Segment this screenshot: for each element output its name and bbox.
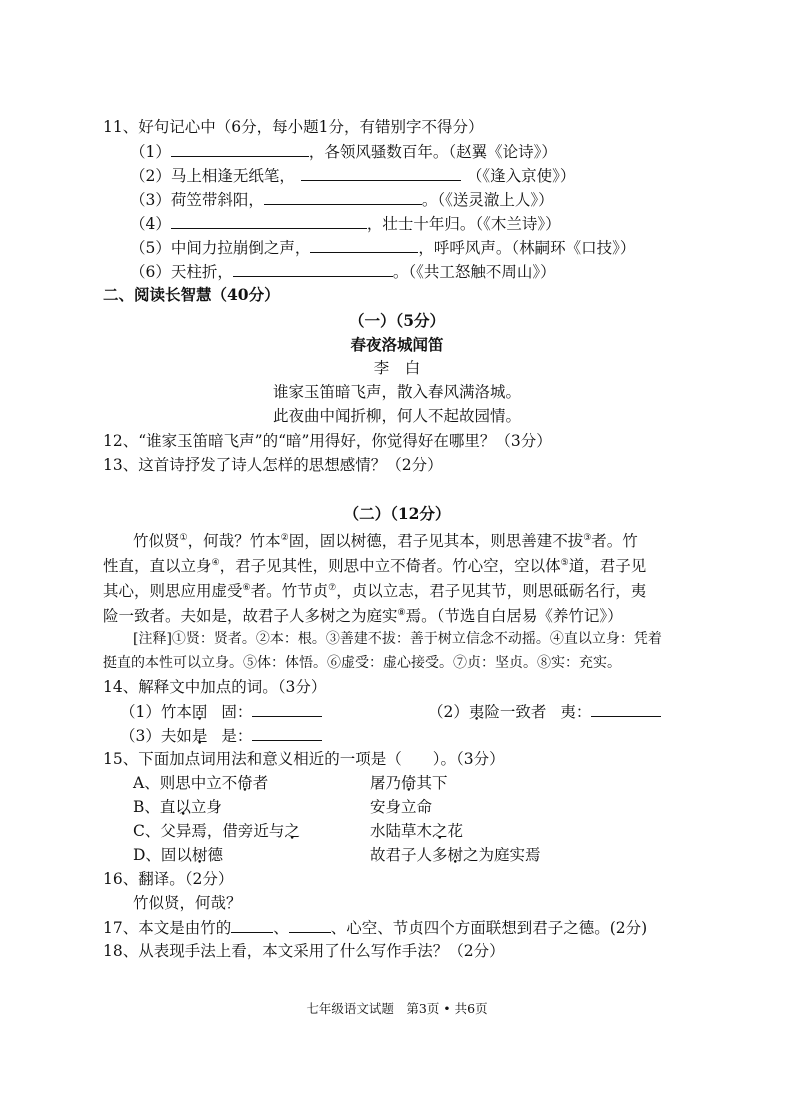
answer-blank-2[interactable]: [301, 164, 461, 181]
q15-option-a[interactable]: A、则思中立不倚者: [133, 774, 269, 792]
passage-line-2: 性直，直以立身④，君子见其性，则思中立不倚者。竹心空，空以体⑤道，君子见: [103, 557, 647, 576]
q16-sentence: 竹似贤，何哉？: [133, 894, 242, 912]
passage-line-1: 竹似贤①，何哉？竹本②固，固以树德，君子见其本，则思善建不拔③者。竹: [133, 532, 638, 551]
annotation-line-2: 挺直的本性可以立身。⑤体：体悟。⑥虚受：虚心接受。⑦贞：坚贞。⑧实：充实。: [103, 655, 621, 671]
answer-blank-14-2[interactable]: [591, 700, 661, 717]
answer-blank-4[interactable]: [171, 212, 367, 229]
q14-item-2: （2）夷险一致者 夷：: [428, 700, 661, 723]
q15-option-b-compare: 安身立命: [370, 798, 433, 816]
q16-title: 16、翻译。（2分）: [103, 870, 234, 888]
answer-blank-17-1[interactable]: [231, 916, 273, 933]
section-heading: 二、阅读长智慧（40分）: [103, 285, 280, 304]
q15-title: 15、下面加点词用法和意义相近的一项是（ ）。（3分）: [103, 750, 505, 768]
poem-author: 李 白: [373, 359, 421, 377]
q13: 13、这首诗抒发了诗人怎样的思想感情？（2分）: [103, 456, 443, 474]
q15-option-a-compare: 屠乃倚其下: [370, 774, 448, 792]
q11-item-5: （5）中间力拉崩倒之声， ，呼呼风声。（林嗣环《口技》）: [130, 236, 635, 259]
q18: 18、从表现手法上看，本文采用了什么写作手法？（2分）: [103, 942, 505, 960]
q14-item-1: （1）竹本固 固：: [120, 700, 322, 723]
answer-blank-1[interactable]: [171, 140, 309, 157]
q11-title: 11、好句记心中（6分，每小题1分，有错别字不得分）: [103, 118, 484, 136]
passage-line-4: 险一致者。夫如是，故君子人多树之为庭实⑧焉。（节选自白居易《养竹记》）: [103, 607, 623, 626]
poem-line-1: 谁家玉笛暗飞声，散入春风满洛城。: [272, 383, 521, 401]
q11-item-3: （3）荷笠带斜阳， 。（《送灵澈上人》）: [130, 188, 554, 211]
q15-option-c[interactable]: C、父异焉，借旁近与之: [133, 822, 300, 840]
q11-item-1: （1） ，各领风骚数百年。（赵翼《论诗》）: [130, 140, 557, 163]
q15-option-c-compare: 水陆草木之花: [370, 822, 464, 840]
answer-blank-5[interactable]: [310, 236, 418, 253]
q14-title: 14、解释文中加点的词。（3分）: [103, 678, 327, 696]
q14-item-3: （3）夫如是 是：: [120, 724, 322, 747]
q11-item-6: （6）天柱折， 。（《共工怒触不周山》）: [130, 260, 556, 283]
answer-blank-6[interactable]: [233, 260, 393, 277]
answer-blank-14-3[interactable]: [252, 724, 322, 741]
poem-title: 春夜洛城闻笛: [350, 335, 444, 354]
q15-option-b[interactable]: B、直以立身: [133, 798, 222, 816]
passage-line-3: 其心，则思应用虚受⑥者。竹节贞⑦，贞以立志，君子见其节，则思砥砺名行，夷: [103, 582, 647, 601]
emphasis-dot-char: 固: [191, 703, 208, 721]
q17: 17、本文是由竹的 、 、心空、节贞四个方面联想到君子之德。(2分): [103, 916, 647, 939]
q12: 12、“谁家玉笛暗飞声”的“暗”用得好，你觉得好在哪里？（3分）: [103, 432, 552, 450]
page-footer: 七年级语文试题 第3页 • 共6页: [306, 1001, 488, 1016]
answer-blank-14-1[interactable]: [252, 700, 322, 717]
part1-heading: （一）（5分）: [348, 311, 446, 330]
part2-heading: （二）（12分）: [343, 504, 451, 523]
q11-item-4: （4） ，壮士十年归。（《木兰诗》）: [130, 212, 561, 235]
emphasis-dot-char: 夷: [468, 703, 485, 721]
q15-option-d[interactable]: D、固以树德: [133, 846, 223, 864]
annotation-line-1: [注释]①贤：贤者。②本：根。③善建不拔：善于树立信念不动摇。④直以立身：凭着: [133, 631, 662, 647]
answer-blank-3[interactable]: [264, 188, 422, 205]
poem-line-2: 此夜曲中闻折柳，何人不起故园情。: [272, 407, 521, 425]
q15-option-d-compare: 故君子人多树之为庭实焉: [370, 846, 541, 864]
emphasis-dot-char: 是: [191, 727, 208, 745]
q11-item-2: （2）马上相逢无纸笔， （《逢入京使》）: [130, 164, 575, 187]
answer-blank-17-2[interactable]: [289, 916, 331, 933]
